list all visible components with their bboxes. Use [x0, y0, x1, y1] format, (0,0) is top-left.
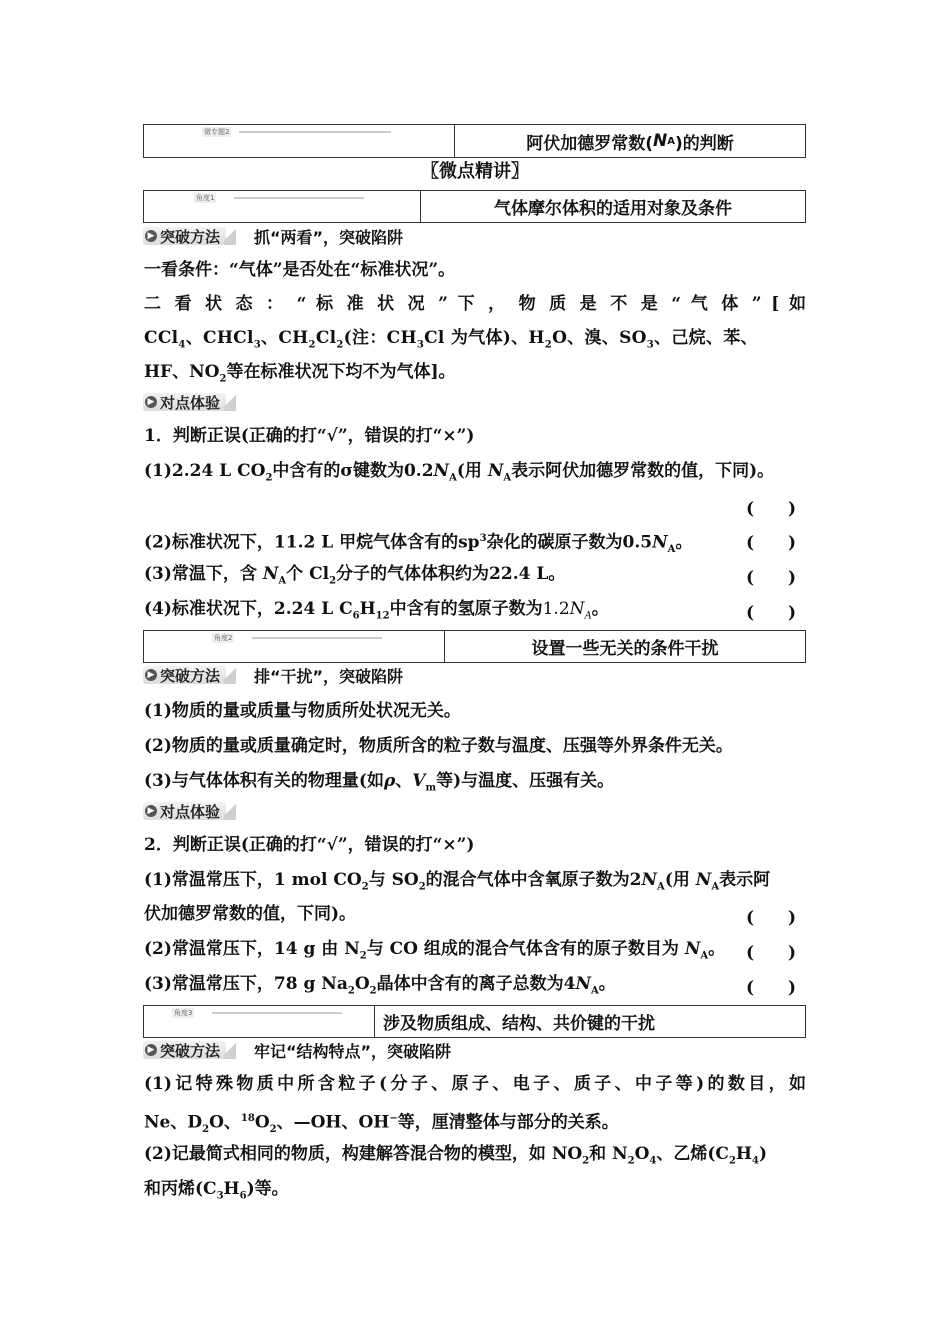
- tag-bar: [252, 637, 382, 639]
- angle2-method-badge: [143, 665, 403, 685]
- angle3-line-3: (2)记最简式相同的物质，构建解答混合物的模型，如 $NO_2$和 $N_2O_4$、乙烯$(C_2H_4)$: [144, 1144, 767, 1167]
- topic-title: 阿伏加德罗常数( N A )的判断: [526, 131, 734, 154]
- angle3-tag: 角度3: [174, 1009, 193, 1017]
- angle1-line-4: HF、$NO_2$等在标准状况下均不为气体]。: [144, 362, 456, 385]
- angle3-method-badge: [143, 1040, 451, 1060]
- arrow-icon: ▶: [145, 396, 157, 408]
- answer-blank[interactable]: ( ): [746, 533, 797, 553]
- tag-bar: [239, 131, 391, 133]
- angle1-line-2: 二 看 状 态 ： “ 标 准 状 况 ” 下 ， 物 质 是 不 是 “ 气 体 ” [ 如: [144, 294, 806, 314]
- method-badge-label: 突破方法: [160, 666, 221, 685]
- arrow-icon: ▶: [145, 805, 157, 817]
- answer-blank[interactable]: ( ): [746, 943, 797, 963]
- practice-pill: [143, 802, 226, 820]
- tag-bar: [234, 197, 364, 199]
- badge-tail: [224, 393, 236, 411]
- method-pill: [143, 666, 226, 684]
- angle1-method-badge: [143, 226, 403, 246]
- angle3-box: [143, 1005, 806, 1038]
- practice-pill: [143, 393, 226, 411]
- method-badge-label: 突破方法: [160, 1041, 221, 1060]
- answer-blank[interactable]: ( ): [746, 568, 797, 588]
- answer-blank[interactable]: ( ): [746, 499, 797, 519]
- topic-header-box: [143, 124, 806, 158]
- angle1-tag: 角度1: [196, 194, 215, 202]
- angle2-title: 设置一些无关的条件干扰: [531, 639, 719, 659]
- angle2-practice-badge: [143, 801, 236, 821]
- q1-item-1: (1)2.24 L $CO_2$中含有的σ键数为$0.2N_A$(用 $N_A$表示阿伏加德罗常数的值，下同)。: [144, 461, 775, 484]
- badge-tail: [224, 227, 236, 245]
- angle2-line-1: (1)物质的量或质量与物质所处状况无关。: [144, 701, 461, 721]
- q2-item-2: (2)常温常压下，14 g 由 $N_2$与 CO 组成的混合气体含有的原子数目为 $N_A$。: [144, 939, 726, 962]
- angle2-tag-cell: [144, 631, 445, 662]
- q2-item-3: (3)常温常压下，78 g $Na_2O_2$晶体中含有的离子总数为$4N_A$。: [144, 974, 616, 997]
- angle2-method-title: 排“干扰”，突破陷阱: [254, 666, 404, 686]
- method-pill: [143, 1041, 226, 1059]
- q1-item-2: (2)标准状况下，11.2 L 甲烷气体含有的$sp^3$杂化的碳原子数为$0.5N_A$。: [144, 532, 693, 556]
- badge-tail: [224, 1041, 236, 1059]
- angle1-box: [143, 190, 806, 223]
- arrow-icon: ▶: [145, 230, 157, 242]
- q2-title: 2．判断正误(正确的打“√”，错误的打“×”): [144, 835, 475, 855]
- q1-item-4: (4)标准状况下，2.24 L $C_6H_{12}$中含有的氢原子数为$1.2N_A$。: [144, 599, 609, 622]
- practice-badge-label: 对点体验: [160, 802, 221, 821]
- angle1-title: 气体摩尔体积的适用对象及条件: [494, 199, 732, 219]
- angle3-line-1: (1)记特殊物质中所含粒子(分子、原子、电子、质子、中子等)的数目，如: [144, 1074, 806, 1094]
- angle2-line-3: (3)与气体体积有关的物理量(如ρ、$V_m$等)与温度、压强有关。: [144, 771, 615, 794]
- method-pill: [143, 227, 226, 245]
- arrow-icon: ▶: [145, 1044, 157, 1056]
- badge-tail: [224, 666, 236, 684]
- angle3-tag-cell: [144, 1006, 375, 1037]
- q1-item-3: (3)常温下，含 $N_A$个 $Cl_2$分子的气体体积约为22.4 L。: [144, 564, 566, 587]
- answer-blank[interactable]: ( ): [746, 603, 797, 623]
- angle2-box: [143, 630, 806, 663]
- section-title: 〖微点精讲〗: [421, 161, 529, 182]
- angle2-line-2: (2)物质的量或质量确定时，物质所含的粒子数与温度、压强等外界条件无关。: [144, 736, 733, 756]
- method-badge-label: 突破方法: [160, 227, 221, 246]
- angle2-tag: 角度2: [214, 634, 233, 642]
- q1-title: 1．判断正误(正确的打“√”，错误的打“×”): [144, 426, 475, 446]
- angle1-line-1: 一看条件：“气体”是否处在“标准状况”。: [144, 260, 456, 280]
- angle3-line-2: Ne、$D_2O$、$^{18}O_2$、—OH、OH−等，厘清整体与部分的关系。: [144, 1112, 619, 1136]
- angle3-title: 涉及物质组成、结构、共价键的干扰: [383, 1014, 655, 1034]
- topic-tag: 微专题2: [204, 128, 230, 136]
- answer-blank[interactable]: ( ): [746, 978, 797, 998]
- q2-item-1: (1)常温常压下，1 mol $CO_2$与 $SO_2$的混合气体中含氧原子数为$2N_A$(用 $N_A$表示阿: [144, 870, 771, 893]
- angle1-practice-badge: [143, 392, 236, 412]
- practice-badge-label: 对点体验: [160, 393, 221, 412]
- topic-tag-cell: [144, 125, 455, 157]
- angle1-line-3: CCl$_4$、CHCl$_3$、$CH_2Cl_2$(注：$CH_3Cl$ 为气体)、$H_2O$、溴、$SO_3$、己烷、苯、: [144, 328, 758, 351]
- arrow-icon: ▶: [145, 669, 157, 681]
- badge-tail: [224, 802, 236, 820]
- angle3-method-title: 牢记“结构特点”，突破陷阱: [254, 1041, 452, 1061]
- angle1-method-title: 抓“两看”，突破陷阱: [254, 227, 404, 247]
- tag-bar: [212, 1012, 342, 1014]
- q2-item-1-cont: 伏加德罗常数的值，下同)。: [144, 904, 357, 924]
- answer-blank[interactable]: ( ): [746, 908, 797, 928]
- angle1-tag-cell: [144, 191, 421, 222]
- angle3-line-4: 和丙烯$(C_3H_6)$等。: [144, 1179, 289, 1202]
